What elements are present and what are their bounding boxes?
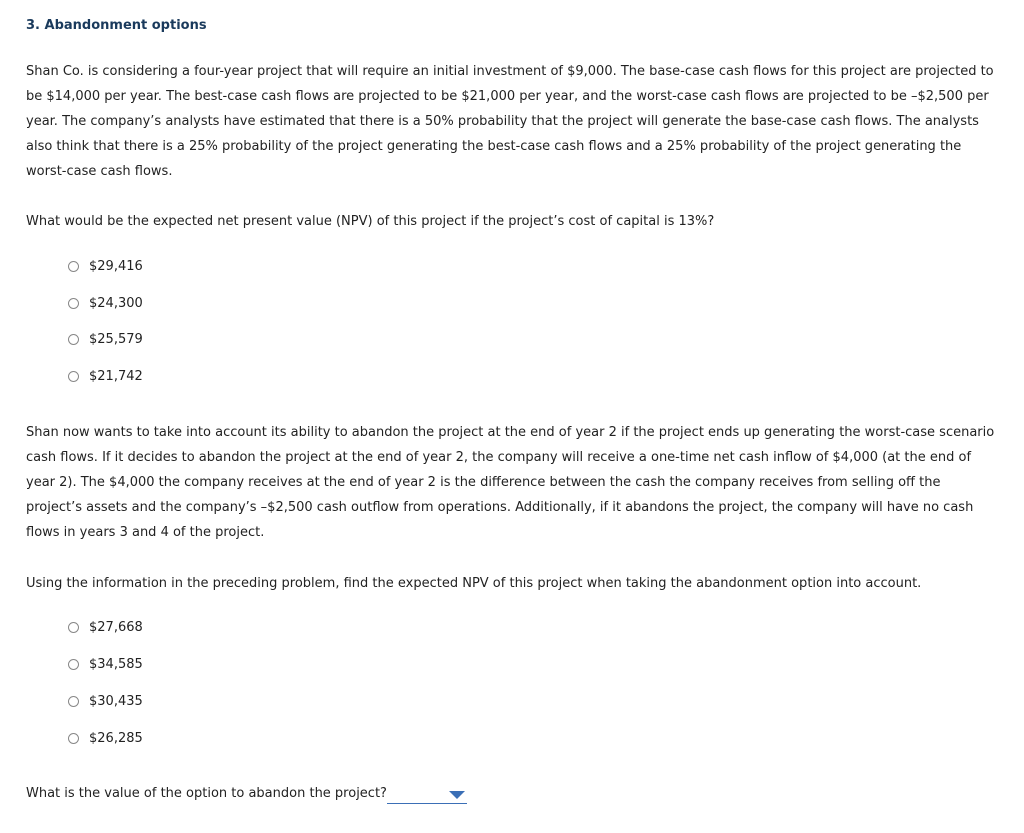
radio-button[interactable] [68,733,79,744]
npv-option-2[interactable] [68,293,143,313]
radio-button[interactable] [68,371,79,382]
option-value-question: What is the value of the option to abandon the project? [26,786,387,801]
option-label: $29,416 [89,258,143,274]
npv-option-4[interactable] [68,366,143,386]
radio-button[interactable] [68,696,79,707]
intro-paragraph: Shan Co. is considering a four-year project that will require an initial investment of $9,000. The base-case cash flows for this project are projected to be $14,000 per year. The best-case cash flows are projected to be $21,000 per year, and the worst-case cash flows are projected to be –$2,500 per year. The company’s analysts have estimated that there is a 50% probability that the project will generate the base-case cash flows. The analysts also think that there is a 25% probability of the project generating the best-case cash flows and a 25% probability of the project generating the worst-case cash flows. [26,64,994,179]
section-heading: 3. Abandonment options [26,18,207,33]
abandon-npv-option-4[interactable] [68,728,143,748]
option-label: $26,285 [89,730,143,746]
dropdown-arrow-icon [449,791,465,799]
abandonment-npv-question: Using the information in the preceding problem, find the expected NPV of this project when taking the abandonment option into account. [26,576,922,591]
abandon-npv-option-2[interactable] [68,654,143,674]
option-label: $30,435 [89,693,143,709]
npv-option-3[interactable] [68,329,143,349]
option-label: $24,300 [89,295,143,311]
option-label: $27,668 [89,619,143,635]
radio-button[interactable] [68,334,79,345]
radio-button[interactable] [68,659,79,670]
npv-option-1[interactable] [68,256,143,276]
radio-button[interactable] [68,261,79,272]
option-label: $25,579 [89,331,143,347]
radio-button[interactable] [68,622,79,633]
option-label: $34,585 [89,656,143,672]
option-value-dropdown[interactable] [387,784,467,804]
abandonment-paragraph: Shan now wants to take into account its ability to abandon the project at the end of year 2 if the project ends up generating the worst-case scenario cash flows. If it decides to abandon the project at the end of year 2, the company will receive a one-time net cash inflow of $4,000 (at the end of year 2). The $4,000 the company receives at the end of year 2 is the difference between the cash the company receives from selling off the project’s assets and the company’s –$2,500 cash outflow from operations. Additionally, if it abandons the project, the company will have no cash flows in years 3 and 4 of the project. [26,425,995,540]
radio-button[interactable] [68,298,79,309]
npv-question: What would be the expected net present value (NPV) of this project if the project’s cost of capital is 13%? [26,214,715,229]
option-label: $21,742 [89,368,143,384]
abandon-npv-option-3[interactable] [68,691,143,711]
abandon-npv-option-1[interactable] [68,617,143,637]
